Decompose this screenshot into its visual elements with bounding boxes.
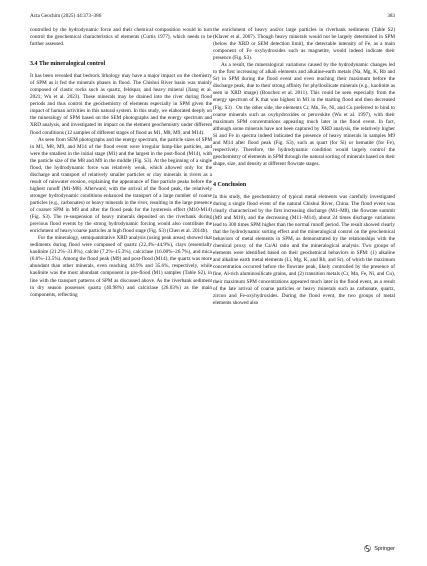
paragraph: As a result, the mineralogical variations caused by the hydrodynamic changes led to the first increasing of alkali elements and alkaline-earth metals (Na, Mg, K, Rb and Sr) in SPM during the flood event and even reaching their maximum before the discharge peak, due to their strong affinity for phyllosilicate minerals (e.g., kaolinite as seen in XRD image) (Bouchez et al. 2011). This could be seen especially from the energy spectrum of K that was highest in M1 in the starting flood and then decreased (Fig. S3) . On the other side, the elements Cr, Mn, Fe, Ni, and Cu preferred to bind to coarse minerals such as oxyhydroxides or perovskite (Wu et al. 1997), with their maximum SPM concentrations appearing much later in the flood event. In fact, although some minerals have not been captured by XRD analysis, the relatively higher Si and Fe in spectra indeed indicated the presence of heavy minerals in samples M9 and M14 after flood peak (Fig. S3), such as quart (for Si) or hematite (for Fe), respectively. Therefore, the hydrodynamic condition would largely control the geochemistry of elements in SPM through the natural sorting of minerals based on their shape, size, and density at different flowrate stages. <box>213 62 395 167</box>
running-header <box>30 13 395 19</box>
journal-citation: Acta Geochim (2025) 44:373–386 <box>30 13 102 19</box>
section-heading-mineralogical-control: 3.4 The mineralogical control <box>30 61 106 68</box>
springer-logo-icon <box>364 545 371 552</box>
paragraph: It has been revealed that bedrock lithology may have a major impact on the chemistry of SPM as it fed the minerals phases in flood. The Chishui River basin was mainly composed of clastic rocks such as quartz, feldspar, and heavy mineral (Jiang et al. 2021; Wu et al. 2023). These minerals may be drained into the river during flood periods and thus control the geochemistry of elements especially in SPM given the impact of human activities in this natural system. In this study, we elaborated deeply on the mineralogy of SPM based on the SEM photographs and the energy spectrum and XRD analysis, and investigated its impact on the element geochemistry under different flood conditions (12 samples of different stages of flood as M1, M8, M9, and M14). <box>30 73 212 136</box>
page-number: 383 <box>387 13 395 19</box>
continued-paragraph: controlled by the hydrodynamic force and their chemical composition would in turn control the geochemical characteristics of elements (Curtis 1977), which needs to be further assessed. <box>30 27 212 48</box>
continued-paragraph: the enrichment of heavy and/or large particles in riverbank sediments (Table S2) (Klaver et al. 2007). Though heavy minerals would not be largely determined in SPM (below the XRD or SEM detection limit), the detectable intensity of Fe, as a main component of Fe oxyhydroxides such as magnetite, would indeed indicate their presence (Fig. S3). <box>213 27 395 62</box>
paragraph: For the mineralogy, semiquantitative XRD analysis (using peak areas) showed that sediments during flood were composed of quartz (22.4%–44.9%), clays (essentially kaolinite (21.2%–31.8%), calcite (7.2%–15.3%), calciclase (16.00%–26.7%), and mica (6.6%–13.5%). Among the flood peak (M9) and post-flood (M14), the quartz was more abundant than other minerals, even reaching 44.9% and 35.6%, respectively, while kaolinite was the most abundant component in pre-flood (M1) samples (Table S2), in line with the transport patterns of SPM as discussed above. As the riverbank sediment in dry season possesses quartz (40.98%) and calciclase (26.03%) as the main components, reflecting <box>30 235 212 298</box>
section-heading-conclusion: 4 Conclusion <box>213 181 247 188</box>
publisher-footer <box>364 545 395 552</box>
publisher-name: Springer <box>374 545 395 552</box>
paragraph: In this study, the geochemistry of typical metal elements was carefully investigated during a single flood event of the natural Chishui River, China. The flood event was clearly characterized by the first increasing discharge (M1–M8), the flowrate summit (M9 and M10), and the decreasing (M11–M14), about 24 times discharge variations lead to 300 times SPM higher than the normal runoff period. The result showed clearly that the hydrodynamic sorting effect and the mineralogical control on the geochemical behaviors of metal elements in SPM, as demonstrated by the relationships with the chemical proxy of the Ca/Al ratio and the mineralogical analysis. Two groups of elements were identified based on their geochemical behaviors in SPM: (1) alkaline and alkaline earth metal elements (Li, Mg, K, and Rb, and Sr), of which the maximum concentration occurred before the flowrate peak, likely controlled by the presence of fine, Al-rich aluminosilicate grains, and (2) transition metals (Cr, Mn, Fe, Ni, and Cu), their maximum SPM concentrations appeared much later in the flood event, as a result of the late arrival of coarse particles or heavy minerals such as carbonate, quartz, zircon and Fe-oxyhydroxides. During the flood event, the two groups of metal elements showed also <box>213 193 395 306</box>
paragraph: As seen from SEM photographs and the energy spectrum, the particle sizes of SPM in M1, M8, M9, and M14 of the flood event were irregular lump-like particles, and were the smallest in the initial stage (M1) and the largest in the post-flood (M14), with the particle size of the M8 and M9 in the middle (Fig. S3). At the beginning of a single flood, the hydrodynamic force was relatively weak, which allowed only for the discharge and transport of relatively smaller particles or clay minerals in rivers as a result of rainwater erosion, explaining the appearance of fine particle peaks before the highest runoff (M1-M8). Afterward, with the arrival of the flood peak, the relatively stronger hydrodynamic conditions enhanced the transport of a large number of coarse particles (e.g., carbonates) or heavy minerals in the river, resulting in the large presence of coarser SPM in M9 and after the flood peak for the hysteresis effect (M10-M14) (Fig. S3). The re-suspension of heavy minerals deposited on the riverbank during previous flood events by the strong hydrodynamic forcing would also contribute the enrichment of heavy/coarse particles at high flood stage (Fig. S3) (Chen et al. 2014b). <box>30 136 212 235</box>
left-column <box>30 27 212 299</box>
right-column <box>213 27 395 307</box>
